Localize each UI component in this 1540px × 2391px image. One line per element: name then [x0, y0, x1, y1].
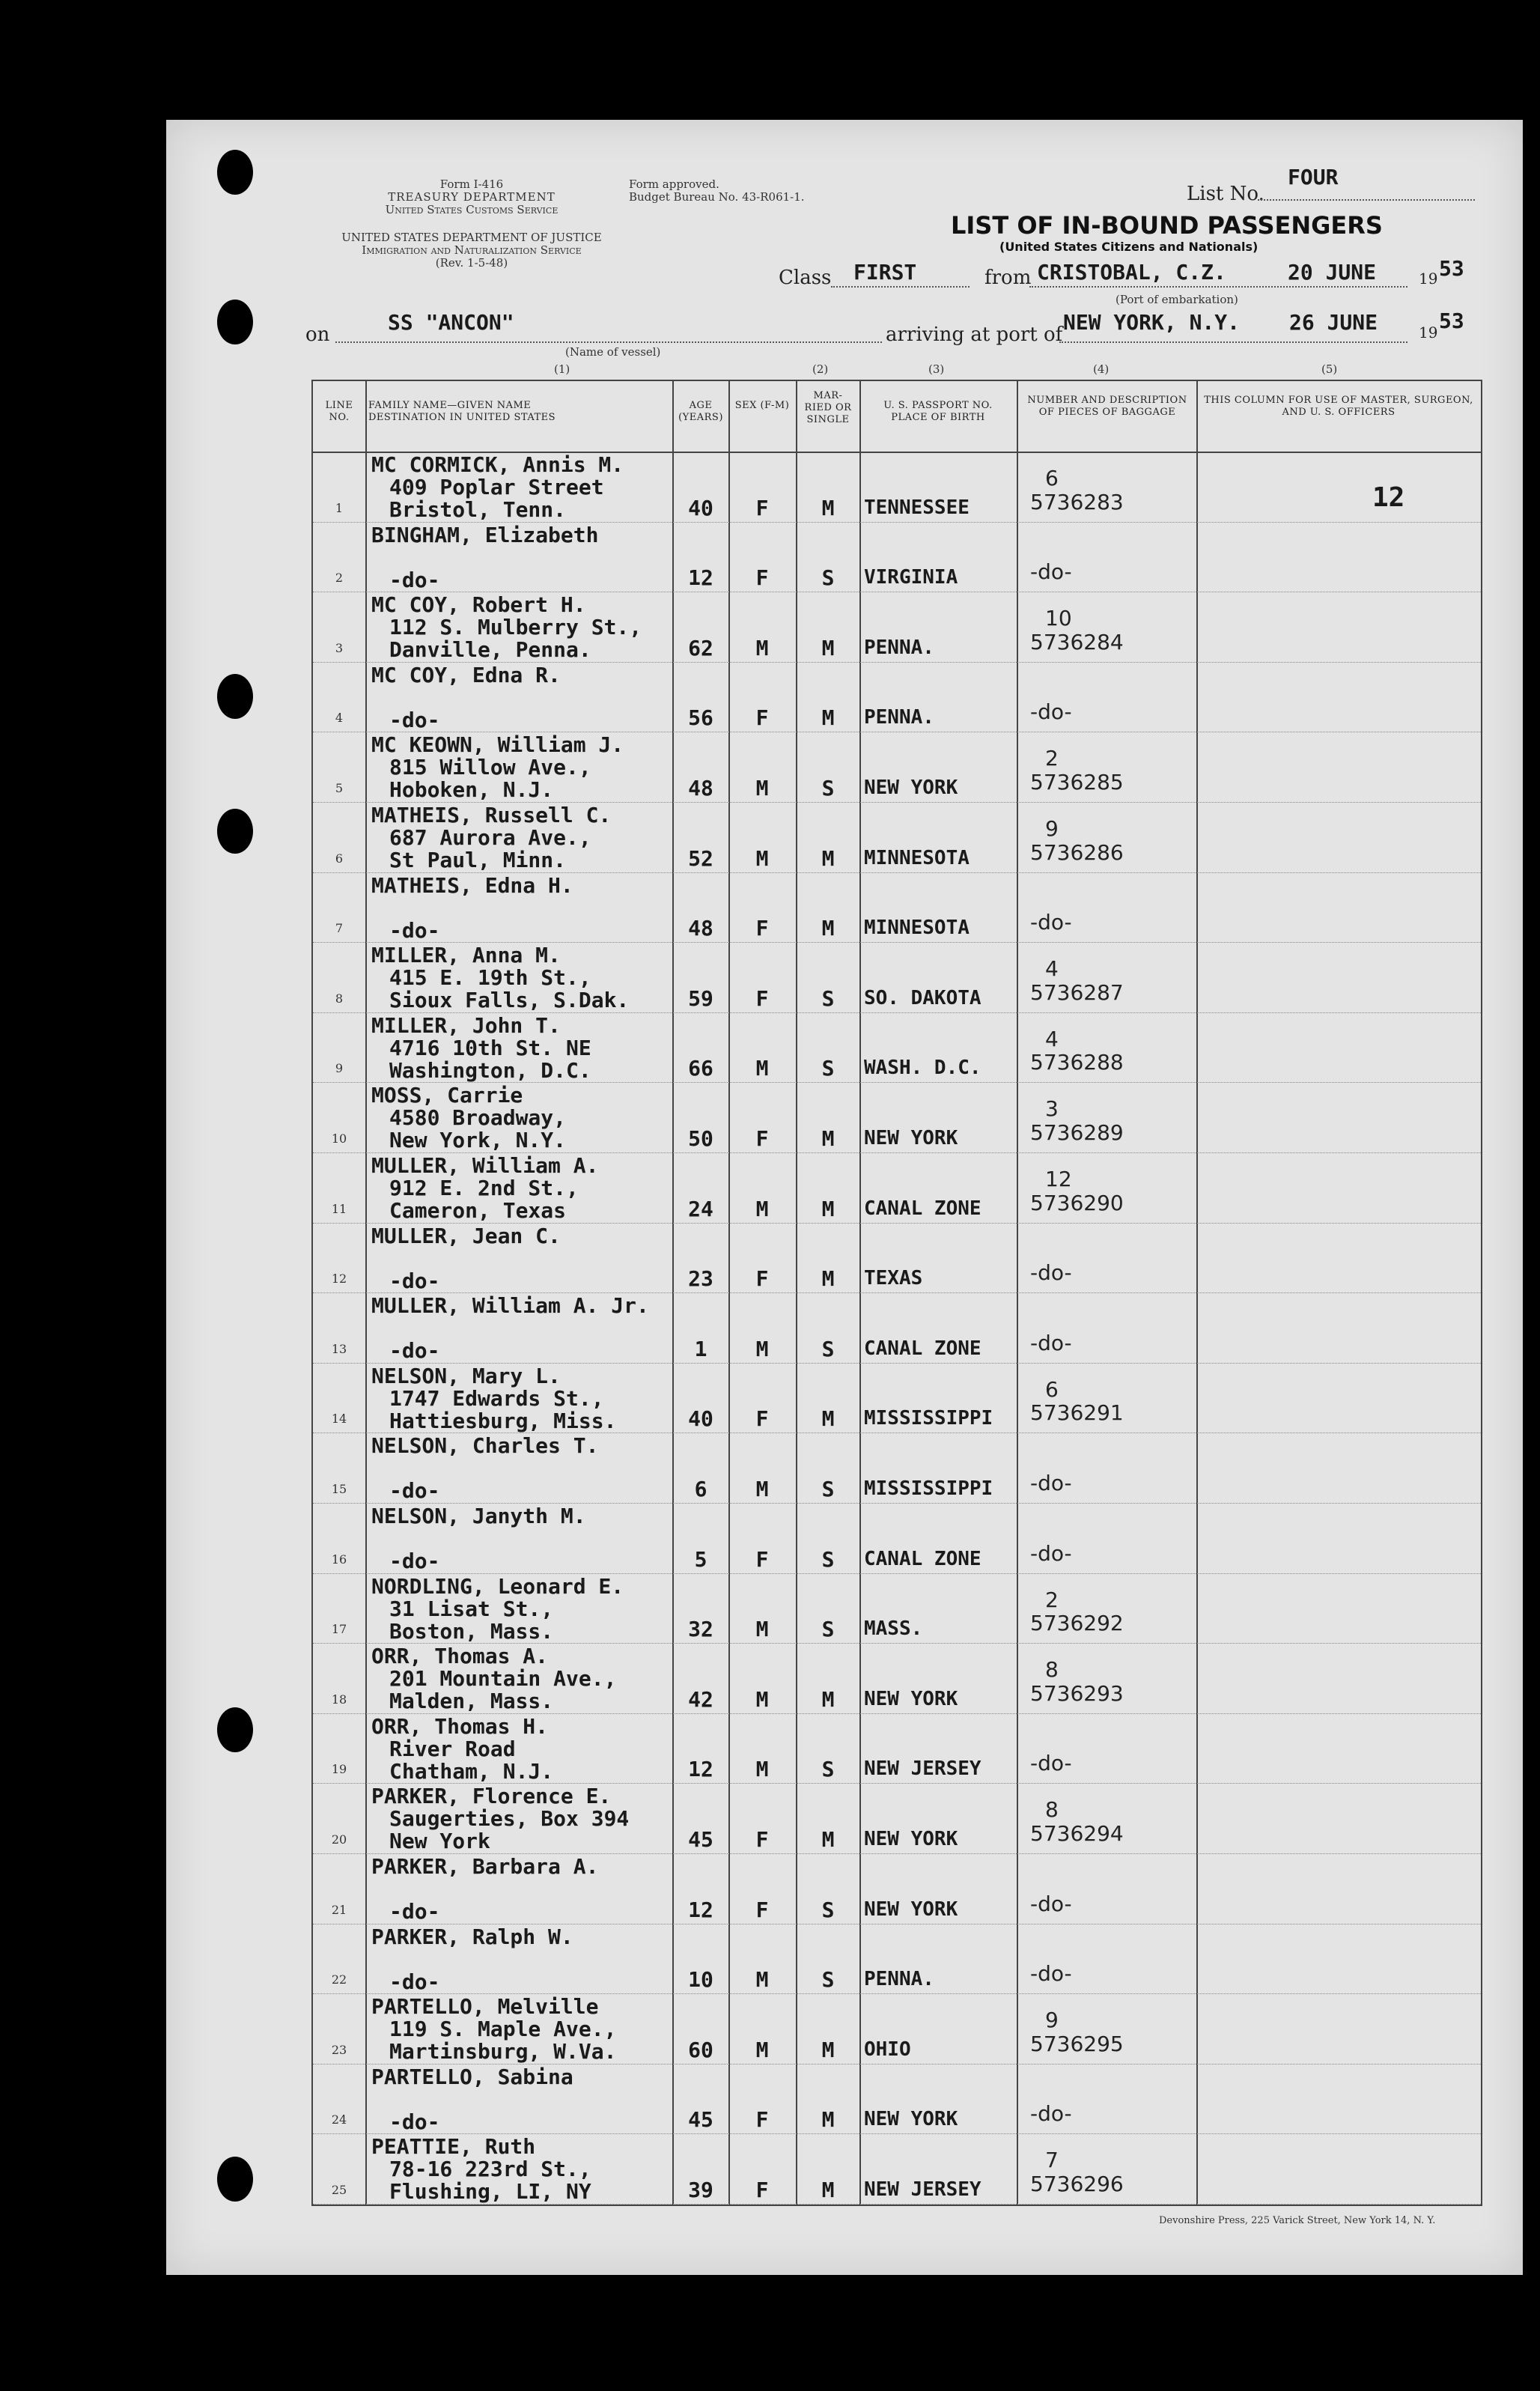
passport-number: -do- [1030, 910, 1072, 935]
passenger-marital: S [821, 1546, 835, 1572]
row-divider [313, 2204, 1481, 2205]
baggage-count: 2 [1045, 746, 1059, 771]
line-number: 15 [331, 1482, 347, 1496]
passport-number: 5736293 [1030, 1680, 1124, 1706]
passenger-marital: M [821, 635, 835, 660]
passenger-sex: F [755, 916, 769, 941]
place-of-birth: TEXAS [864, 1267, 923, 1290]
passenger-marital: S [821, 1967, 835, 1993]
passenger-name: MC CORMICK, Annis M. [371, 452, 624, 477]
passenger-destination: -do- [389, 707, 440, 732]
passenger-destination: Sioux Falls, S.Dak. [389, 988, 630, 1013]
passenger-marital: M [821, 1827, 835, 1852]
passenger-destination: -do- [389, 1338, 440, 1364]
passport-number: 5736283 [1030, 489, 1124, 514]
col-number: (3) [928, 362, 945, 376]
passenger-destination: -do- [389, 567, 440, 592]
passenger-address: 815 Willow Ave., [389, 755, 591, 780]
place-of-birth: WASH. D.C. [864, 1057, 981, 1080]
passenger-name: PARKER, Ralph W. [371, 1924, 573, 1949]
passenger-marital: M [821, 845, 835, 871]
passenger-address: 4580 Broadway, [389, 1105, 567, 1131]
passenger-address: 409 Poplar Street [389, 475, 604, 499]
passenger-sex: M [755, 1757, 769, 1782]
passport-number: 5736284 [1030, 629, 1124, 654]
punch-hole [217, 150, 253, 195]
from-year-prefix: 19 [1419, 270, 1438, 288]
baggage-count: 2 [1045, 1587, 1059, 1612]
arriving-year-suffix: 53 [1439, 309, 1464, 333]
baggage-count: 10 [1045, 606, 1072, 631]
place-of-birth: TENNESSEE [864, 496, 970, 519]
passenger-age: 48 [688, 776, 713, 800]
baggage-count: 12 [1045, 1167, 1072, 1191]
line-number: 13 [331, 1341, 347, 1356]
passenger-destination: Danville, Penna. [389, 637, 591, 663]
passenger-marital: S [821, 1897, 835, 1922]
place-of-birth: NEW YORK [864, 777, 958, 799]
passenger-age: 6 [694, 1477, 707, 1501]
header-line-no: LINE NO. [325, 400, 353, 423]
passenger-name: ORR, Thomas H. [371, 1713, 549, 1739]
passport-number: 5736295 [1030, 2031, 1124, 2056]
punch-hole [217, 1707, 253, 1752]
passenger-marital: M [821, 1406, 835, 1432]
line-number: 19 [331, 1762, 347, 1777]
baggage-count: 3 [1045, 1096, 1059, 1122]
header-passport: U. S. PASSPORT NO. PLACE OF BIRTH [883, 400, 993, 423]
passenger-age: 48 [688, 916, 713, 941]
passenger-address: 912 E. 2nd St., [389, 1176, 579, 1200]
passenger-age: 60 [688, 2037, 713, 2062]
passenger-destination: Martinsburg, W.Va. [389, 2039, 617, 2065]
passenger-destination: Chatham, N.J. [389, 1758, 554, 1784]
form-block: Form I-416 TREASURY DEPARTMENT United States Customs Service [385, 177, 559, 216]
baggage-count: 9 [1045, 2008, 1059, 2033]
passport-number: -do- [1030, 2101, 1072, 2127]
class-label: Class [779, 267, 832, 289]
passenger-sex: M [755, 1196, 769, 1221]
passenger-address: 78-16 223rd St., [389, 2157, 591, 2182]
passport-number: -do- [1030, 559, 1072, 585]
passenger-destination: -do- [389, 1268, 440, 1293]
header-officers: THIS COLUMN FOR USE OF MASTER, SURGEON, AND U. S. OFFICERS [1204, 395, 1473, 418]
punch-hole [217, 674, 253, 719]
passenger-destination: -do- [389, 917, 440, 943]
passenger-sex: F [755, 985, 769, 1011]
passenger-sex: F [755, 1266, 769, 1292]
passenger-name: BINGHAM, Elizabeth [371, 522, 599, 547]
passenger-sex: M [755, 2037, 769, 2062]
passenger-marital: M [821, 1126, 835, 1151]
place-of-birth: MINNESOTA [864, 917, 970, 940]
from-year-suffix: 53 [1439, 256, 1464, 281]
passenger-age: 66 [688, 1056, 713, 1081]
passenger-address: 1747 Edwards St., [389, 1385, 604, 1411]
place-of-birth: MISSISSIPPI [864, 1477, 993, 1500]
passenger-age: 45 [688, 1827, 713, 1852]
passenger-marital: M [821, 1686, 835, 1712]
line-number: 25 [331, 2183, 347, 2197]
passenger-marital: S [821, 776, 835, 800]
header-name: FAMILY NAME—GIVEN NAME DESTINATION IN UNITED STATES [368, 400, 556, 423]
col-number: (2) [812, 362, 829, 376]
place-of-birth: MASS. [864, 1617, 923, 1641]
passport-number: -do- [1030, 1330, 1072, 1355]
passenger-age: 42 [688, 1686, 713, 1712]
passport-number: 5736290 [1030, 1190, 1124, 1215]
passenger-destination: Malden, Mass. [389, 1689, 554, 1714]
passenger-address: 201 Mountain Ave., [389, 1666, 617, 1692]
passenger-marital: S [821, 1056, 835, 1081]
line-number: 16 [331, 1552, 347, 1567]
passenger-sex: M [755, 1056, 769, 1081]
baggage-count: 6 [1045, 1376, 1059, 1402]
class-line [831, 286, 970, 288]
place-of-birth: PENNA. [864, 706, 934, 729]
passenger-destination: -do- [389, 1969, 440, 1994]
place-of-birth: OHIO [864, 2038, 911, 2061]
place-of-birth: MINNESOTA [864, 846, 970, 869]
passenger-name: ORR, Thomas A. [371, 1644, 549, 1669]
passport-number: -do- [1030, 1891, 1072, 1916]
passenger-name: NORDLING, Leonard E. [371, 1573, 624, 1599]
passport-number: 5736286 [1030, 839, 1124, 865]
passport-number: -do- [1030, 1540, 1072, 1566]
passenger-name: NELSON, Janyth M. [371, 1504, 586, 1528]
passenger-marital: M [821, 1266, 835, 1292]
page-title: LIST OF IN-BOUND PASSENGERS [951, 211, 1383, 240]
passenger-marital: S [821, 1336, 835, 1361]
line-number: 21 [331, 1902, 347, 1917]
line-number: 6 [335, 851, 344, 866]
passenger-name: PARKER, Florence E. [371, 1784, 612, 1809]
passenger-sex: F [755, 2178, 769, 2202]
line-number: 3 [335, 640, 344, 655]
passenger-sex: F [755, 1897, 769, 1922]
vessel-caption: (Name of vessel) [565, 345, 661, 359]
place-of-birth: MISSISSIPPI [864, 1407, 993, 1430]
passenger-sex: M [755, 1617, 769, 1642]
passenger-table [311, 380, 1482, 2206]
place-of-birth: NEW YORK [864, 1127, 958, 1149]
baggage-count: 6 [1045, 466, 1059, 490]
passenger-age: 12 [688, 565, 713, 591]
passenger-age: 12 [688, 1757, 713, 1782]
line-number: 14 [331, 1412, 347, 1427]
place-of-birth: PENNA. [864, 1968, 934, 1991]
punch-hole [217, 2157, 253, 2202]
passenger-age: 32 [688, 1617, 713, 1642]
passenger-address: 112 S. Mulberry St., [389, 615, 642, 640]
passenger-sex: F [755, 565, 769, 591]
place-of-birth: NEW JERSEY [864, 2178, 981, 2201]
line-number: 23 [331, 2042, 347, 2057]
passenger-age: 52 [688, 845, 713, 871]
passenger-sex: F [755, 1546, 769, 1572]
passenger-name: MC KEOWN, William J. [371, 732, 624, 758]
passenger-age: 1 [694, 1336, 707, 1361]
place-of-birth: NEW YORK [864, 1898, 958, 1921]
passport-number: 5736287 [1030, 979, 1124, 1005]
line-number: 12 [331, 1272, 347, 1286]
vessel-name: SS "ANCON" [388, 310, 514, 335]
passenger-age: 40 [688, 495, 713, 520]
arriving-year-prefix: 19 [1419, 323, 1438, 341]
passenger-sex: F [755, 1827, 769, 1852]
passenger-marital: M [821, 705, 835, 731]
arriving-line [1059, 341, 1407, 343]
passenger-address: River Road [389, 1736, 516, 1761]
passenger-age: 23 [688, 1266, 713, 1292]
passenger-marital: M [821, 2178, 835, 2202]
passenger-age: 10 [688, 1967, 713, 1993]
arriving-date: 26 JUNE [1289, 310, 1378, 335]
passenger-destination: Washington, D.C. [389, 1057, 591, 1083]
from-date: 20 JUNE [1288, 260, 1377, 285]
passenger-name: MC COY, Edna R. [371, 662, 561, 687]
passenger-age: 39 [688, 2178, 713, 2202]
baggage-count: 4 [1045, 1026, 1059, 1051]
passenger-address: 687 Aurora Ave., [389, 825, 591, 850]
line-number: 2 [335, 571, 344, 586]
passenger-name: MATHEIS, Russell C. [371, 803, 612, 827]
place-of-birth: CANAL ZONE [864, 1197, 981, 1220]
passenger-name: MULLER, Jean C. [371, 1223, 561, 1248]
passport-number: -do- [1030, 1260, 1072, 1286]
passenger-sex: F [755, 1126, 769, 1151]
line-number: 5 [335, 781, 344, 795]
line-number: 9 [335, 1061, 344, 1076]
passenger-marital: S [821, 1477, 835, 1501]
passenger-address: 31 Lisat St., [389, 1596, 554, 1621]
passenger-destination: -do- [389, 2109, 440, 2134]
passenger-marital: M [821, 2037, 835, 2062]
passenger-sex: F [755, 495, 769, 520]
line-number: 20 [331, 1832, 347, 1847]
passenger-marital: S [821, 1757, 835, 1782]
passenger-name: NELSON, Charles T. [371, 1433, 599, 1459]
line-number: 24 [331, 2112, 347, 2127]
line-number: 17 [331, 1622, 347, 1637]
place-of-birth: NEW JERSEY [864, 1757, 981, 1781]
passport-number: -do- [1030, 1751, 1072, 1776]
passenger-age: 59 [688, 985, 713, 1011]
passport-number: 5736289 [1030, 1120, 1124, 1145]
place-of-birth: CANAL ZONE [864, 1337, 981, 1360]
passenger-name: MULLER, William A. Jr. [371, 1293, 649, 1319]
passenger-address: Saugerties, Box 394 [389, 1806, 630, 1832]
passenger-destination: Hattiesburg, Miss. [389, 1408, 617, 1433]
col-number: (4) [1093, 362, 1110, 376]
from-port: CRISTOBAL, C.Z. [1037, 260, 1226, 285]
passenger-marital: M [821, 2107, 835, 2133]
passenger-destination: Bristol, Tenn. [389, 497, 567, 522]
baggage-count: 4 [1045, 956, 1059, 982]
list-no-value: FOUR [1288, 165, 1339, 189]
list-no-line [1258, 199, 1475, 201]
line-number: 18 [331, 1692, 347, 1707]
place-of-birth: NEW YORK [864, 2108, 958, 2131]
line-number: 8 [335, 991, 344, 1006]
passenger-marital: M [821, 916, 835, 941]
passenger-destination: -do- [389, 1478, 440, 1504]
place-of-birth: NEW YORK [864, 1687, 958, 1710]
passenger-marital: S [821, 985, 835, 1011]
passenger-marital: M [821, 495, 835, 520]
passenger-sex: M [755, 635, 769, 660]
class-value: FIRST [853, 260, 917, 285]
on-label: on [305, 323, 330, 346]
baggage-count: 8 [1045, 1657, 1059, 1683]
line-number: 7 [335, 921, 344, 936]
passenger-sex: M [755, 1477, 769, 1501]
header-married: MAR- RIED OR SINGLE [804, 390, 852, 425]
passenger-sex: M [755, 845, 769, 871]
officer-note: 12 [1372, 482, 1405, 513]
passport-number: 5736296 [1030, 2172, 1124, 2196]
from-label: from [984, 267, 1032, 289]
port-caption: (Port of embarkation) [1116, 293, 1238, 306]
line-number: 22 [331, 1972, 347, 1987]
passport-number: -do- [1030, 1471, 1072, 1495]
passenger-name: PARKER, Barbara A. [371, 1854, 599, 1879]
passenger-name: PEATTIE, Ruth [371, 2134, 536, 2160]
arriving-label: arriving at port of [886, 323, 1063, 346]
approval-block: Form approved. Budget Bureau No. 43-R061-1. [629, 177, 805, 204]
passport-number: -do- [1030, 699, 1072, 725]
passenger-sex: M [755, 1967, 769, 1993]
passenger-destination: Boston, Mass. [389, 1618, 554, 1644]
baggage-count: 7 [1045, 2148, 1059, 2173]
passport-number: 5736288 [1030, 1050, 1124, 1075]
passenger-destination: -do- [389, 1549, 440, 1573]
line-number: 10 [331, 1131, 347, 1146]
header-sex: SEX (F-M) [734, 400, 790, 411]
passenger-marital: S [821, 565, 835, 591]
passenger-destination: Flushing, LI, NY [389, 2179, 591, 2205]
passenger-address: 4716 10th St. NE [389, 1035, 591, 1060]
place-of-birth: PENNA. [864, 636, 934, 659]
passenger-age: 12 [688, 1897, 713, 1922]
passenger-address: 415 E. 19th St., [389, 965, 591, 991]
passenger-age: 56 [688, 705, 713, 731]
passenger-destination: Hoboken, N.J. [389, 777, 554, 803]
passenger-name: MC COY, Robert H. [371, 592, 586, 618]
baggage-count: 8 [1045, 1797, 1059, 1823]
vessel-line [335, 341, 882, 343]
col-number: (5) [1321, 362, 1338, 376]
punch-hole [217, 300, 253, 344]
passenger-sex: M [755, 1686, 769, 1712]
passport-number: -do- [1030, 1961, 1072, 1987]
passenger-destination: -do- [389, 1899, 440, 1924]
col-number: (1) [554, 362, 570, 376]
passport-number: 5736291 [1030, 1400, 1124, 1426]
passenger-age: 40 [688, 1406, 713, 1432]
passenger-age: 24 [688, 1196, 713, 1221]
printer-imprint: Devonshire Press, 225 Varick Street, New York 14, N. Y. [1159, 2215, 1436, 2226]
place-of-birth: VIRGINIA [864, 566, 958, 589]
baggage-count: 9 [1045, 816, 1059, 841]
passport-number: 5736285 [1030, 770, 1124, 795]
passenger-name: PARTELLO, Sabina [371, 2064, 573, 2089]
place-of-birth: NEW YORK [864, 1828, 958, 1850]
header-age: AGE (YEARS) [678, 400, 723, 423]
justice-block: UNITED STATES DEPARTMENT OF JUSTICE Immigration and Naturalization Service (Rev. 1-5-48) [341, 231, 602, 270]
place-of-birth: SO. DAKOTA [864, 986, 981, 1009]
passenger-marital: S [821, 1617, 835, 1642]
passenger-destination: Cameron, Texas [389, 1198, 567, 1223]
passenger-destination: St Paul, Minn. [389, 848, 567, 872]
page-subtitle: (United States Citizens and Nationals) [999, 240, 1259, 254]
passenger-age: 5 [694, 1546, 707, 1572]
line-number: 1 [335, 500, 344, 515]
passenger-marital: M [821, 1196, 835, 1221]
passenger-name: MILLER, Anna M. [371, 943, 561, 968]
passenger-sex: F [755, 1406, 769, 1432]
from-line [1029, 286, 1407, 288]
passenger-name: MULLER, William A. [371, 1153, 599, 1178]
passenger-name: MATHEIS, Edna H. [371, 872, 573, 898]
passenger-destination: New York, N.Y. [389, 1128, 567, 1153]
passenger-destination: New York [389, 1829, 490, 1854]
passenger-name: MOSS, Carrie [371, 1083, 523, 1108]
line-number: 11 [331, 1201, 347, 1216]
passport-number: 5736292 [1030, 1611, 1124, 1636]
passport-number: 5736294 [1030, 1821, 1124, 1846]
passenger-name: NELSON, Mary L. [371, 1363, 561, 1388]
passenger-age: 50 [688, 1126, 713, 1151]
passenger-address: 119 S. Maple Ave., [389, 2017, 617, 2042]
passenger-age: 45 [688, 2107, 713, 2133]
punch-hole [217, 809, 253, 854]
passenger-name: MILLER, John T. [371, 1012, 561, 1038]
passenger-sex: M [755, 1336, 769, 1361]
line-number: 4 [335, 711, 344, 726]
passenger-sex: F [755, 2107, 769, 2133]
passenger-sex: F [755, 705, 769, 731]
passenger-sex: M [755, 776, 769, 800]
header-baggage: NUMBER AND DESCRIPTION OF PIECES OF BAGGAGE [1027, 395, 1187, 418]
list-no-label: List No. [1187, 183, 1264, 205]
arriving-port: NEW YORK, N.Y. [1063, 310, 1241, 335]
place-of-birth: CANAL ZONE [864, 1547, 981, 1570]
passenger-age: 62 [688, 635, 713, 660]
passenger-name: PARTELLO, Melville [371, 1994, 599, 2020]
